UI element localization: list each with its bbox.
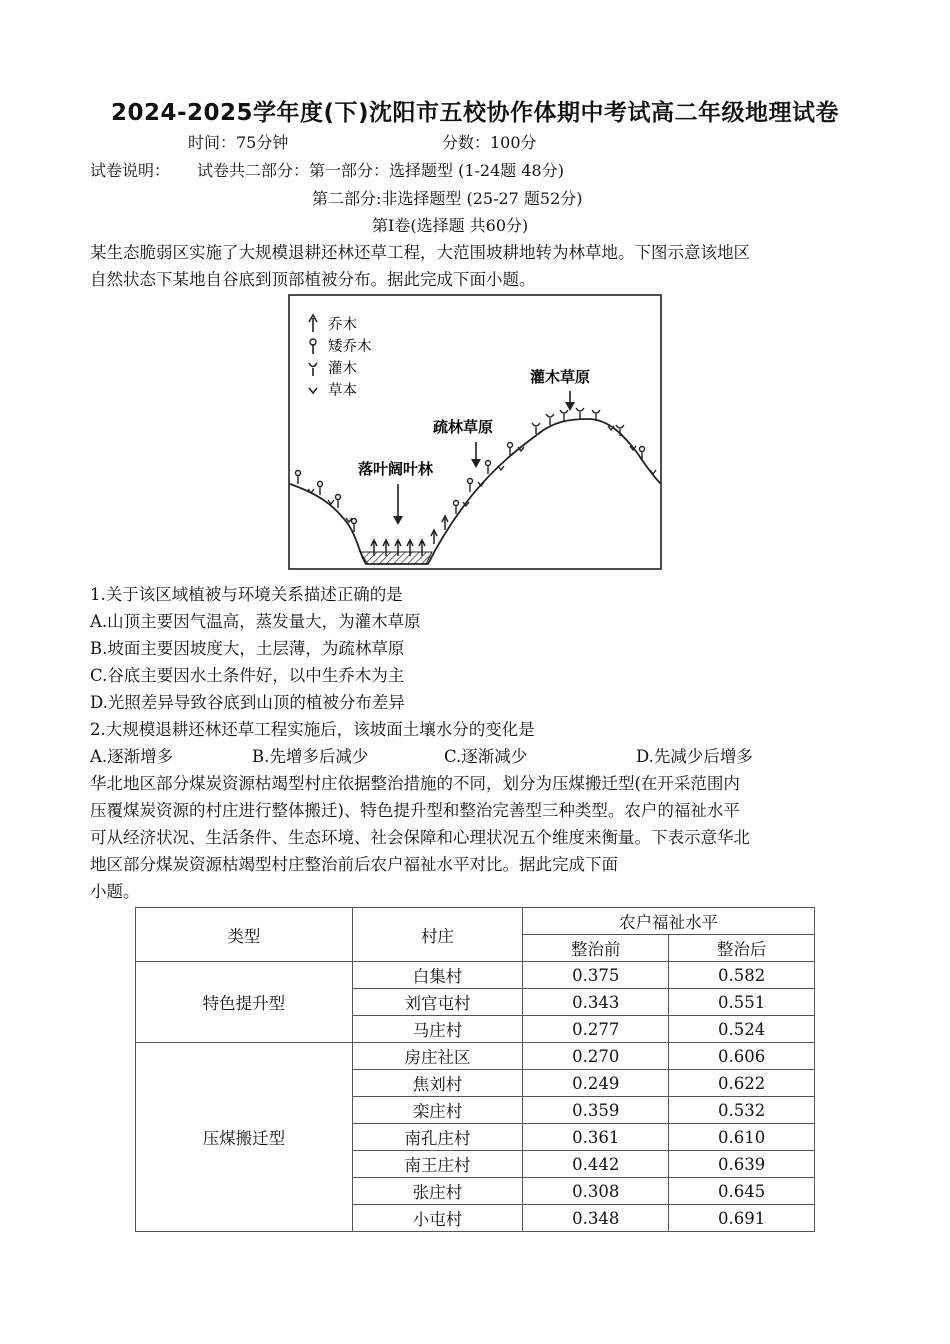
table-row [136, 1043, 815, 1070]
exam-time: 时间：75分钟 [188, 133, 289, 152]
q1-option-a: A.山顶主要因气温高，蒸发量大，为灌木草原 [90, 612, 421, 631]
welfare-after: 0.532 [669, 1097, 815, 1124]
welfare-after: 0.645 [669, 1178, 815, 1205]
q2-option-b: B.先增多后减少 [252, 747, 369, 766]
valley-forest-label: 落叶阔叶林 [358, 460, 434, 478]
table-row [136, 962, 815, 989]
village-name: 焦刘村 [352, 1070, 523, 1097]
village-name: 小屯村 [352, 1205, 523, 1232]
header-after: 整治后 [669, 935, 815, 962]
legend-tree-label: 乔木 [328, 317, 357, 333]
village-name: 房庄社区 [352, 1043, 523, 1070]
q1-option-d: D.光照差异导致谷底到山顶的植被分布差异 [90, 693, 405, 712]
village-name: 刘官屯村 [352, 989, 523, 1016]
exam-desc-label: 试卷说明： [90, 161, 171, 180]
vegetation-figure [288, 294, 662, 570]
q1-option-b: B.坡面主要因坡度大，土层薄，为疏林草原 [90, 639, 405, 658]
welfare-after: 0.582 [669, 962, 815, 989]
welfare-before: 0.442 [523, 1151, 669, 1178]
welfare-before: 0.348 [523, 1205, 669, 1232]
q2-option-c: C.逐渐减少 [444, 747, 528, 766]
q2-stem: 2.大规模退耕还林还草工程实施后，该坡面土壤水分的变化是 [90, 720, 535, 739]
village-name: 南孔庄村 [352, 1124, 523, 1151]
header-type: 类型 [136, 908, 353, 962]
legend-short-tree-label: 矮乔木 [328, 339, 372, 355]
welfare-after: 0.524 [669, 1016, 815, 1043]
welfare-before: 0.361 [523, 1124, 669, 1151]
welfare-before: 0.359 [523, 1097, 669, 1124]
passage2-line5: 小题。 [90, 882, 140, 901]
welfare-after: 0.691 [669, 1205, 815, 1232]
slope-savanna-label: 疏林草原 [433, 418, 494, 436]
welfare-after: 0.551 [669, 989, 815, 1016]
top-shrubland-label: 灌木草原 [530, 368, 591, 386]
header-before: 整治前 [523, 935, 669, 962]
welfare-before: 0.343 [523, 989, 669, 1016]
legend-grass-label: 草本 [328, 383, 357, 399]
q2-option-d: D.先减少后增多 [636, 747, 753, 766]
welfare-before: 0.277 [523, 1016, 669, 1043]
welfare-after: 0.610 [669, 1124, 815, 1151]
section-heading: 第Ⅰ卷(选择题 共60分) [372, 216, 529, 235]
exam-title: 2024-2025学年度(下)沈阳市五校协作体期中考试高二年级地理试卷 [110, 100, 840, 126]
valley-deposit [360, 552, 432, 564]
village-name: 张庄村 [352, 1178, 523, 1205]
village-name: 马庄村 [352, 1016, 523, 1043]
header-village: 村庄 [352, 908, 523, 962]
welfare-before: 0.249 [523, 1070, 669, 1097]
welfare-after: 0.606 [669, 1043, 815, 1070]
village-name: 栾庄村 [352, 1097, 523, 1124]
q1-option-c: C.谷底主要因水土条件好，以中生乔木为主 [90, 666, 405, 685]
exam-desc-part2: 第二部分:非选择题型 (25-27 题52分) [312, 189, 583, 208]
passage2-line3: 可从经济状况、生活条件、生态环境、社会保障和心理状况五个维度来衡量。下表示意华北 [90, 828, 750, 847]
welfare-before: 0.375 [523, 962, 669, 989]
group-coal-relocation: 压煤搬迁型 [136, 1043, 353, 1232]
welfare-after: 0.639 [669, 1151, 815, 1178]
legend-shrub-label: 灌木 [328, 361, 357, 377]
welfare-table [135, 907, 815, 1232]
welfare-after: 0.622 [669, 1070, 815, 1097]
exam-score: 分数：100分 [442, 133, 537, 152]
passage2-line2: 压覆煤炭资源的村庄进行整体搬迁)、特色提升型和整治完善型三种类型。农户的福祉水平 [90, 801, 740, 820]
passage1-line2: 自然状态下某地自谷底到顶部植被分布。据此完成下面小题。 [90, 270, 536, 289]
vegetation-diagram [288, 294, 662, 570]
passage2-line1: 华北地区部分煤炭资源枯竭型村庄依据整治措施的不同，划分为压煤搬迁型(在开采范围内 [90, 774, 740, 793]
q2-option-a: A.逐渐增多 [90, 747, 174, 766]
q1-stem: 1.关于该区域植被与环境关系描述正确的是 [90, 585, 403, 604]
group-feature-upgrade: 特色提升型 [136, 962, 353, 1043]
welfare-before: 0.308 [523, 1178, 669, 1205]
welfare-before: 0.270 [523, 1043, 669, 1070]
passage2-line4: 地区部分煤炭资源枯竭型村庄整治前后农户福祉水平对比。据此完成下面 [90, 855, 618, 874]
village-name: 南王庄村 [352, 1151, 523, 1178]
village-name: 白集村 [352, 962, 523, 989]
header-welfare: 农户福祉水平 [523, 908, 815, 935]
exam-desc-part1: 试卷共二部分：第一部分：选择题型 (1-24题 48分) [197, 161, 564, 180]
passage1-line1: 某生态脆弱区实施了大规模退耕还林还草工程，大范围坡耕地转为林草地。下图示意该地区 [90, 243, 750, 262]
